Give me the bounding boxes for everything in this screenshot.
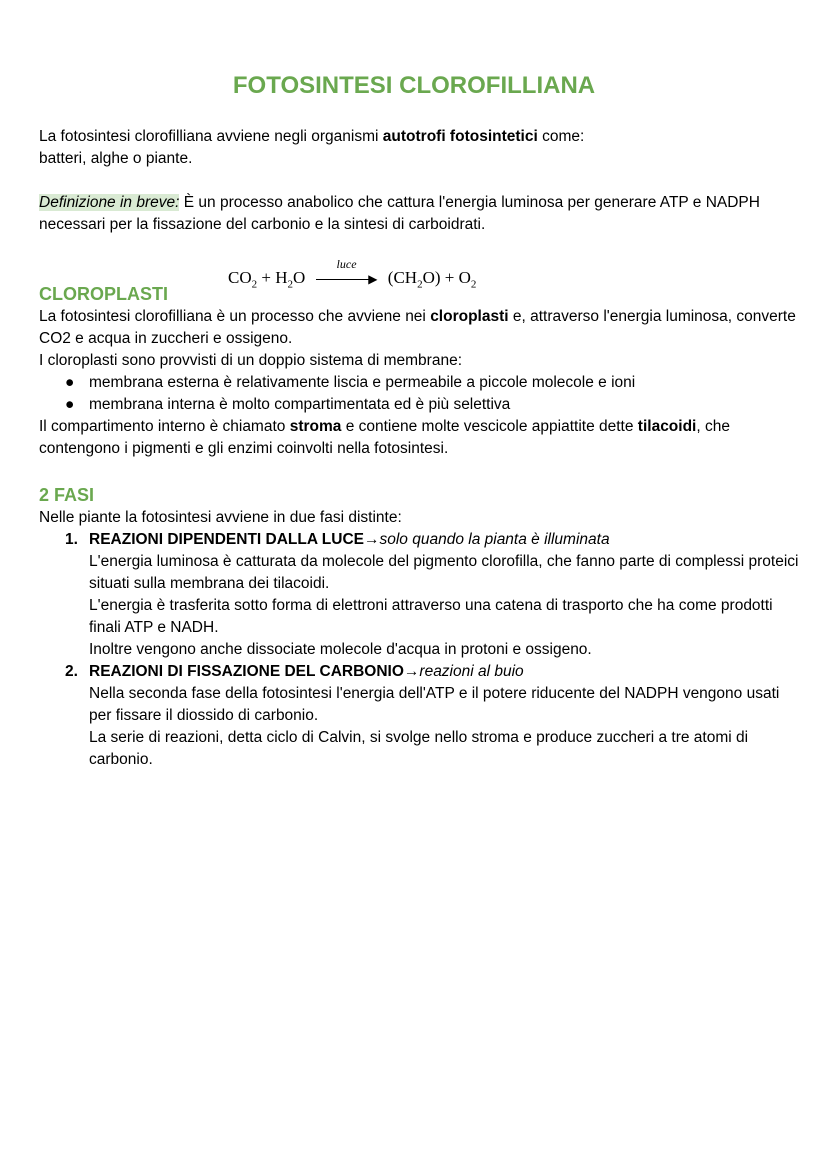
membrane-list [39,372,799,416]
stroma-text-end: , che contengono i pigmenti e gli enzimi coinvolti nella fotosintesi. [39,418,730,457]
membrane-intro: I cloroplasti sono provvisti di un doppio sistema di membrane: [39,352,463,369]
fase-note: →solo quando la pianta è illuminata [363,531,610,548]
eq-sub: 2 [470,278,477,291]
eq-sub: 2 [287,278,293,291]
definition-label: Definizione in breve: [39,194,180,211]
intro-text: La fotosintesi clorofilliana avviene negli organismi [39,128,383,145]
cloroplasti-heading: CLOROPLASTI [39,284,168,304]
arrow-label: luce [336,257,357,272]
fasi-section [39,483,799,771]
fase-title: REAZIONI DI FISSAZIONE DEL CARBONIO [89,663,404,680]
list-number: 2. [65,663,78,680]
fasi-heading: 2 FASI [39,485,95,505]
list-item [39,372,799,394]
fasi-list [39,529,799,771]
stroma-text-mid: e contiene molte vescicole appiattite dette [341,418,638,435]
fase-line: L'energia luminosa è catturata da molecole del pigmento clorofilla, che fanno parte di complessi proteici situati sulla membrana dei tilacoidi. [89,553,799,592]
intro-text-end: come: [537,128,585,145]
fase-line: Inoltre vengono anche dissociate molecole d'acqua in protoni e ossigeno. [89,641,592,658]
eq-h: + H [257,268,288,287]
arrow-line [316,279,370,280]
eq-o: O [293,268,306,287]
fase-line: L'energia è trasferita sotto forma di elettroni attraverso una catena di trasporto che ha come prodotti finali ATP e NADH. [89,597,773,636]
cloroplasti-text: La fotosintesi clorofilliana è un processo che avviene nei [39,308,431,325]
fase-title: REAZIONI DIPENDENTI DALLA LUCE [89,531,364,548]
fasi-intro: Nelle piante la fotosintesi avviene in due fasi distinte: [39,509,402,526]
list-item [39,661,799,771]
bullet-icon: ● [65,396,75,413]
fase-line: Nella seconda fase della fotosintesi l'energia dell'ATP e il potere riducente del NADPH vengono usati per fissare il diossido di carbonio. [89,685,780,724]
intro-bold: autotrofi fotosintetici [382,128,538,145]
intro-paragraph [39,126,799,170]
eq-co: CO [228,268,252,287]
fase-line: La serie di reazioni, detta ciclo di Calvin, si svolge nello stroma e produce zuccheri a tre atomi di carbonio. [89,729,749,768]
cloroplasti-section [39,282,799,460]
intro-line-2: batteri, alghe o piante. [39,150,193,167]
list-item [39,394,799,416]
page-title: FOTOSINTESI CLOROFILLIANA [232,72,596,99]
cloroplasti-bold: cloroplasti [430,308,509,325]
eq-sub: 2 [417,278,423,291]
eq-sub: 2 [251,278,258,291]
cloroplasti-text-end: e, attraverso l'energia luminosa, converte CO2 e acqua in zuccheri e ossigeno. [39,308,796,347]
list-item-text: membrana interna è molto compartimentata ed è più selettiva [89,396,511,413]
list-item-text: membrana esterna è relativamente liscia e permeabile a piccole molecole e ioni [89,374,636,391]
list-number: 1. [65,531,78,548]
stroma-text: Il compartimento interno è chiamato [39,418,290,435]
definition-text: È un processo anabolico che cattura l'energia luminosa per generare ATP e NADPH necessari per la fissazione del carbonio e la sintesi di carboidrati. [39,194,760,233]
eq-o-plus-o: O) + O [422,268,471,287]
list-item [39,529,799,661]
arrow-head-icon: ▶ [368,272,378,287]
bullet-icon: ● [65,374,75,391]
definition-paragraph [39,192,799,236]
stroma-bold: stroma [289,418,342,435]
eq-ch: (CH [387,268,418,287]
fase-note: →reazioni al buio [403,663,524,680]
tilacoidi-bold: tilacoidi [637,418,697,435]
